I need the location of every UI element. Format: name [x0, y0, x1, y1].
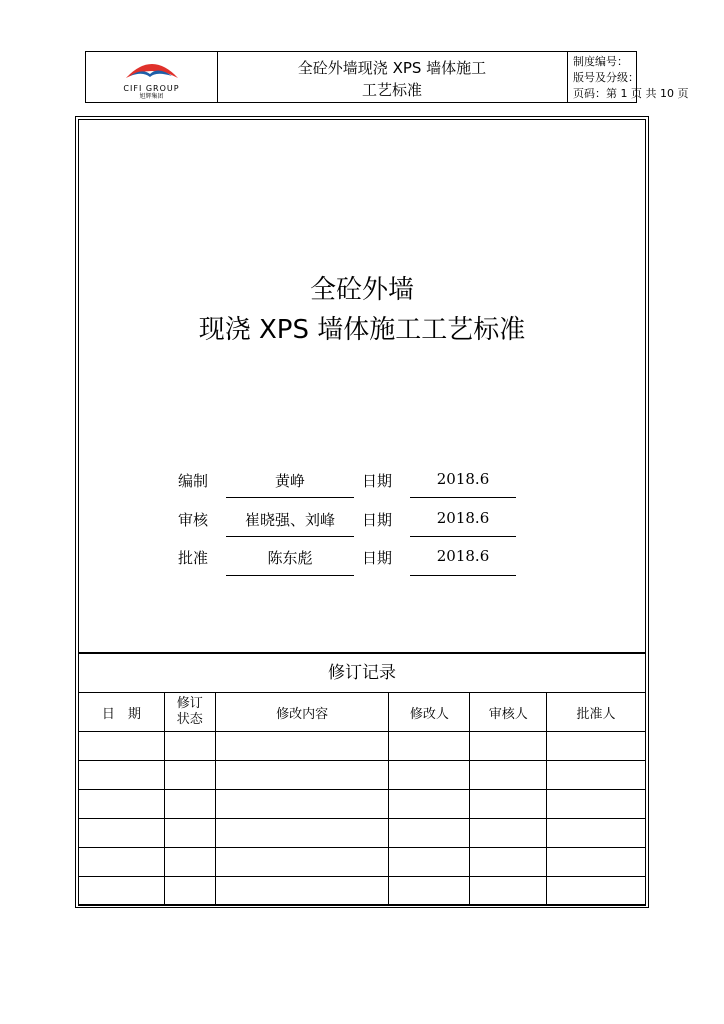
signoff-date: 2018.6 — [436, 509, 490, 527]
version-label: 版号及分级： — [573, 71, 639, 84]
page-indicator: 页码：第 1 页 共 10 页 — [573, 87, 689, 100]
signoff-date: 2018.6 — [436, 470, 490, 488]
column-header-reviewer: 审核人 — [470, 693, 547, 732]
column-header-approver: 批准人 — [547, 693, 646, 732]
signoff-name: 崔晓强、刘峰 — [244, 511, 335, 529]
document-title-line1: 全砼外墙 — [309, 275, 414, 305]
signoff-name: 黄峥 — [274, 472, 305, 490]
doc-number-label: 制度编号： — [573, 55, 628, 68]
signoff-underline — [226, 575, 354, 576]
revision-table — [78, 692, 646, 906]
signoff-date-label: 日期 — [362, 472, 393, 490]
signoff-date-label: 日期 — [362, 511, 393, 529]
column-header-status: 修订 状态 — [164, 693, 215, 732]
signoff-date: 2018.6 — [436, 547, 490, 565]
document-header — [85, 51, 689, 103]
table-row — [79, 848, 646, 877]
signoff-underline — [410, 497, 516, 498]
logo-red-arc — [126, 64, 178, 78]
signoff-underline — [410, 575, 516, 576]
revision-header-row — [79, 693, 646, 732]
column-header-modifier: 修改人 — [389, 693, 470, 732]
logo-text-en: CIFI GROUP — [123, 84, 180, 93]
signoff-date-label: 日期 — [362, 549, 393, 567]
table-row — [79, 877, 646, 906]
header-title-line2: 工艺标准 — [361, 81, 422, 99]
revision-title: 修订记录 — [328, 663, 396, 683]
header-title-line1: 全砼外墙现浇 XPS 墙体施工 — [297, 59, 487, 77]
column-header-content: 修改内容 — [215, 693, 389, 732]
table-row — [79, 790, 646, 819]
signoff-role: 批准 — [178, 549, 209, 567]
logo-text-cn: 旭辉集团 — [139, 93, 164, 100]
table-row — [79, 819, 646, 848]
signoff-role: 编制 — [178, 472, 209, 490]
table-row — [79, 761, 646, 790]
signoff-underline — [226, 536, 354, 537]
signoff-name: 陈东彪 — [267, 549, 313, 567]
signoff-role: 审核 — [178, 511, 209, 529]
header-title — [217, 52, 568, 102]
revision-divider — [78, 652, 646, 654]
header-info — [568, 52, 689, 102]
column-header-date: 日 期 — [79, 693, 165, 732]
document-title-line2: 现浇 XPS 墙体施工工艺标准 — [198, 315, 526, 345]
table-row — [79, 732, 646, 761]
signoff-underline — [226, 497, 354, 498]
company-logo — [86, 52, 218, 102]
signoff-underline — [410, 536, 516, 537]
